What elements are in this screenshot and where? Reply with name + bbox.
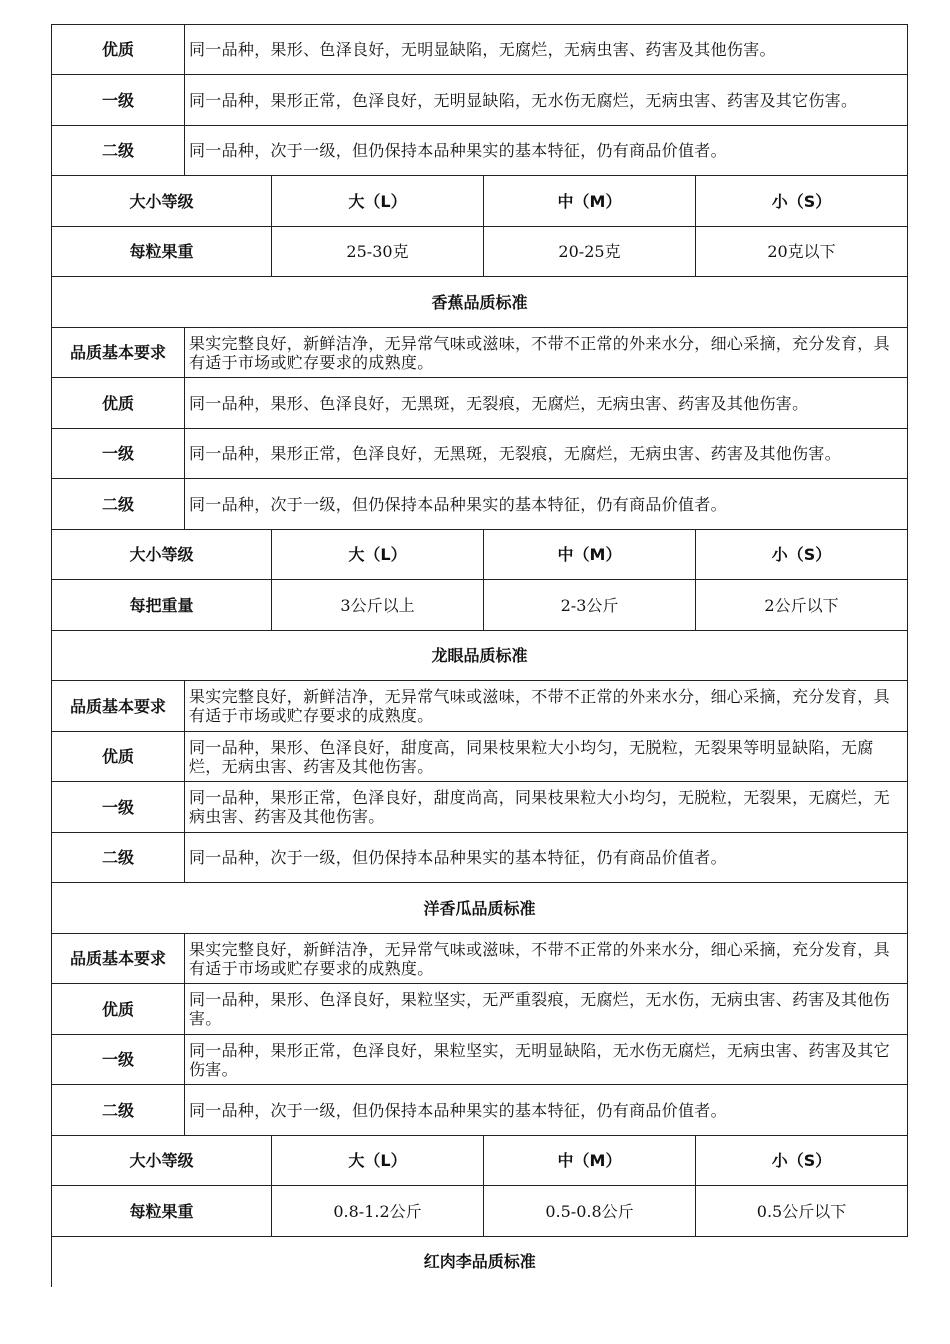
size-header-cell: 中（M） [484, 176, 696, 227]
grade-row [52, 25, 908, 75]
size-value-row [52, 1186, 908, 1237]
basic-requirement-label: 品质基本要求 [52, 328, 185, 378]
basic-requirement-text: 果实完整良好，新鲜洁净，无异常气味或滋味，不带不正常的外来水分，细心采摘，充分发育，具有适于市场或贮存要求的成熟度。 [185, 934, 908, 984]
grade-label: 优质 [52, 732, 185, 782]
basic-requirement-row [52, 934, 908, 984]
size-header-cell: 大小等级 [52, 1136, 272, 1186]
basic-requirement-row [52, 681, 908, 732]
size-value-row [52, 580, 908, 631]
size-value-cell: 0.5公斤以下 [696, 1186, 908, 1237]
grade-row [52, 479, 908, 530]
basic-requirement-text: 果实完整良好，新鲜洁净，无异常气味或滋味，不带不正常的外来水分，细心采摘，充分发育，具有适于市场或贮存要求的成熟度。 [185, 328, 908, 378]
size-header-cell: 大（L） [272, 176, 484, 227]
size-value-row [52, 227, 908, 277]
basic-requirement-label: 品质基本要求 [52, 934, 185, 984]
size-value-cell: 2公斤以下 [696, 580, 908, 631]
grade-row [52, 833, 908, 883]
section-title: 洋香瓜品质标准 [52, 883, 908, 934]
section-title: 红肉李品质标准 [52, 1237, 908, 1287]
size-row-label: 每粒果重 [52, 227, 272, 277]
grade-label: 二级 [52, 833, 185, 883]
grade-label: 一级 [52, 75, 185, 126]
section-title-row [52, 883, 908, 934]
size-header-cell: 大（L） [272, 530, 484, 580]
grade-label: 二级 [52, 479, 185, 530]
size-header-cell: 大小等级 [52, 530, 272, 580]
size-header-cell: 中（M） [484, 1136, 696, 1186]
grade-text: 同一品种，次于一级，但仍保持本品种果实的基本特征，仍有商品价值者。 [185, 833, 908, 883]
section-title-row [52, 277, 908, 328]
size-value-cell: 0.8-1.2公斤 [272, 1186, 484, 1237]
size-header-cell: 大（L） [272, 1136, 484, 1186]
quality-standards-sheet [51, 24, 908, 1287]
size-row-label: 每把重量 [52, 580, 272, 631]
size-header-row [52, 176, 908, 227]
size-value-cell: 0.5-0.8公斤 [484, 1186, 696, 1237]
grade-label: 优质 [52, 25, 185, 75]
size-header-cell: 小（S） [696, 530, 908, 580]
grade-text: 同一品种，次于一级，但仍保持本品种果实的基本特征，仍有商品价值者。 [185, 479, 908, 530]
grade-row [52, 378, 908, 429]
grade-text: 同一品种，次于一级，但仍保持本品种果实的基本特征，仍有商品价值者。 [185, 1085, 908, 1136]
grade-row [52, 732, 908, 782]
grade-label: 一级 [52, 429, 185, 479]
section-title-row [52, 631, 908, 681]
grade-row [52, 782, 908, 833]
basic-requirement-text: 果实完整良好，新鲜洁净，无异常气味或滋味，不带不正常的外来水分，细心采摘，充分发育，具有适于市场或贮存要求的成熟度。 [185, 681, 908, 732]
size-header-row [52, 1136, 908, 1186]
grade-text: 同一品种，果形正常，色泽良好，无明显缺陷，无水伤无腐烂，无病虫害、药害及其它伤害。 [185, 75, 908, 126]
grade-row [52, 1085, 908, 1136]
basic-requirement-label: 品质基本要求 [52, 681, 185, 732]
size-value-cell: 20-25克 [484, 227, 696, 277]
grade-label: 一级 [52, 782, 185, 833]
grade-text: 同一品种，次于一级，但仍保持本品种果实的基本特征，仍有商品价值者。 [185, 126, 908, 176]
section-title: 香蕉品质标准 [52, 277, 908, 328]
grade-text: 同一品种，果形、色泽良好，无明显缺陷，无腐烂，无病虫害、药害及其他伤害。 [185, 25, 908, 75]
grade-row [52, 984, 908, 1035]
grade-label: 二级 [52, 1085, 185, 1136]
grade-label: 优质 [52, 984, 185, 1035]
size-value-cell: 3公斤以上 [272, 580, 484, 631]
grade-row [52, 1035, 908, 1085]
size-header-cell: 大小等级 [52, 176, 272, 227]
size-value-cell: 20克以下 [696, 227, 908, 277]
size-value-cell: 25-30克 [272, 227, 484, 277]
size-value-cell: 2-3公斤 [484, 580, 696, 631]
size-header-cell: 中（M） [484, 530, 696, 580]
section-title-row [52, 1237, 908, 1287]
grade-label: 优质 [52, 378, 185, 429]
grade-row [52, 126, 908, 176]
grade-label: 二级 [52, 126, 185, 176]
size-header-row [52, 530, 908, 580]
grade-text: 同一品种，果形、色泽良好，果粒坚实，无严重裂痕，无腐烂，无水伤，无病虫害、药害及其他伤害。 [185, 984, 908, 1035]
grade-row [52, 429, 908, 479]
grade-text: 同一品种，果形、色泽良好，无黑斑，无裂痕，无腐烂，无病虫害、药害及其他伤害。 [185, 378, 908, 429]
grade-text: 同一品种，果形正常，色泽良好，果粒坚实，无明显缺陷，无水伤无腐烂，无病虫害、药害及其它伤害。 [185, 1035, 908, 1085]
grade-text: 同一品种，果形、色泽良好，甜度高，同果枝果粒大小均匀，无脱粒，无裂果等明显缺陷，无腐烂，无病虫害、药害及其他伤害。 [185, 732, 908, 782]
grade-text: 同一品种，果形正常，色泽良好，甜度尚高，同果枝果粒大小均匀，无脱粒，无裂果，无腐烂，无病虫害、药害及其他伤害。 [185, 782, 908, 833]
basic-requirement-row [52, 328, 908, 378]
section-title: 龙眼品质标准 [52, 631, 908, 681]
grade-row [52, 75, 908, 126]
size-row-label: 每粒果重 [52, 1186, 272, 1237]
size-header-cell: 小（S） [696, 1136, 908, 1186]
grade-label: 一级 [52, 1035, 185, 1085]
size-header-cell: 小（S） [696, 176, 908, 227]
grade-text: 同一品种，果形正常，色泽良好，无黑斑，无裂痕，无腐烂，无病虫害、药害及其他伤害。 [185, 429, 908, 479]
